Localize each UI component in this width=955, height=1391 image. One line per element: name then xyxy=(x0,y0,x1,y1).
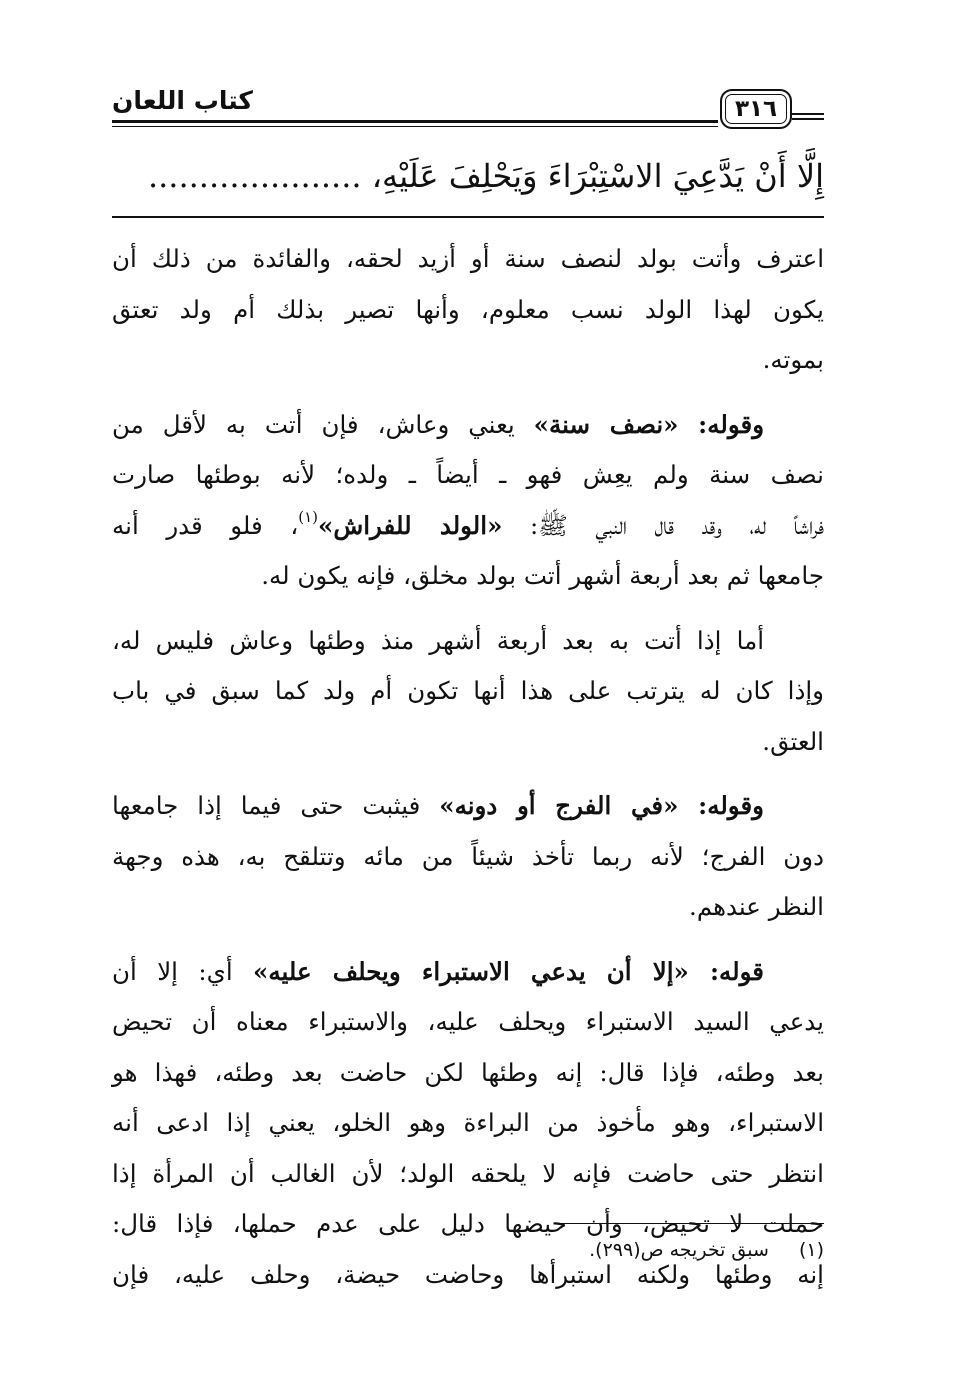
text-line: بموته. xyxy=(762,345,824,374)
lead-word: وقوله: xyxy=(678,409,765,439)
page-number: ٣١٦ xyxy=(720,89,792,129)
line-text: فراشاً له، وقد قال النبي ﷺ: xyxy=(502,510,825,540)
text-line: دون الفرج؛ لأنه ربما تأخذ شيئاً من مائه وتتلقح به، هذه وجهة xyxy=(112,841,824,871)
paragraph-3 xyxy=(112,616,824,768)
matn-line: إِلَّا أَنْ يَدَّعِيَ الاسْتِبْرَاءَ وَيَحْلِفَ عَلَيْهِ، ..................... xyxy=(147,157,824,195)
text-line: النظر عندهم. xyxy=(689,892,824,921)
text-line: بعد وطئه، فإذا قال: إنه وطئها لكن حاضت بعد وطئه، فهذا هو xyxy=(112,1057,824,1087)
lead-word: وقوله: xyxy=(678,791,764,820)
text-line xyxy=(112,947,824,998)
text-line: العتق. xyxy=(762,726,824,756)
line-text: فيثبت حتى فيما إذا جامعها xyxy=(112,791,440,820)
text-line: الاستبراء، وهو مأخوذ من البراءة وهو الخلو، يعني إذا ادعى أنه xyxy=(112,1108,824,1137)
text-line xyxy=(112,501,824,552)
quoted-term: «في الفرج أو دونه» xyxy=(439,791,679,820)
hadith-quote: «الولد للفراش» xyxy=(318,510,503,540)
text-line: حملت لا تحيض، وأن حيضها دليل على عدم حملها، فإذا قال: xyxy=(112,1209,824,1238)
paragraph-4 xyxy=(112,781,824,933)
line-text: أي: إلا أن xyxy=(112,956,254,986)
line-text: يعني وعاش، فإن أتت به لأقل من xyxy=(112,409,534,439)
commentary-body xyxy=(112,234,824,1314)
text-line: أما إذا أتت به بعد أربعة أشهر منذ وطئها وعاش فليس له، xyxy=(112,625,764,655)
footnote-separator xyxy=(556,1223,824,1224)
header-rule xyxy=(112,120,718,127)
paragraph-2 xyxy=(112,400,824,602)
text-line: جامعها ثم بعد أربعة أشهر أتت بولد مخلق، فإنه يكون له. xyxy=(261,561,824,590)
paragraph-1 xyxy=(112,234,824,386)
text-line: إنه وطئها ولكنه استبرأها وحاضت حيضة، وحلف عليه، فإن xyxy=(112,1259,824,1289)
quoted-term: «نصف سنة» xyxy=(533,409,679,439)
text-line: وإذا كان له يترتب على هذا أنها تكون أم ولد كما سبق في باب xyxy=(112,676,824,705)
header-rule-short xyxy=(792,113,824,120)
book-title: كتاب اللعان xyxy=(112,86,253,115)
text-line: اعترف وأتت بولد لنصف سنة أو أزيد لحقه، والفائدة من ذلك أن xyxy=(112,244,824,273)
lead-word: قوله: xyxy=(688,956,764,986)
footnote xyxy=(112,1234,824,1266)
text-line: انتظر حتى حاضت فإنه لا يلحقه الولد؛ لأن الغالب أن المرأة إذا xyxy=(112,1158,824,1188)
text-line: نصف سنة ولم يعِش فهو ـ أيضاً ـ ولده؛ لأنه بوطئها صارت xyxy=(112,460,824,489)
text-line: يدعي السيد الاستبراء ويحلف عليه، والاستبراء معناه أن تحيض xyxy=(112,1007,824,1036)
footnote-text: سبق تخريجه ص(٢٩٩). xyxy=(589,1239,769,1261)
matn-separator xyxy=(112,216,824,218)
footnote-number: (١) xyxy=(798,1239,824,1261)
line-text: ، فلو قدر أنه xyxy=(112,510,299,540)
footnote-reference: (١) xyxy=(298,507,319,526)
quoted-matn: «إلا أن يدعي الاستبراء ويحلف عليه» xyxy=(253,956,689,986)
text-line: يكون لهذا الولد نسب معلوم، وأنها تصير بذلك أم ولد تعتق xyxy=(112,294,824,324)
page-header xyxy=(112,82,824,134)
text-line xyxy=(112,400,824,451)
text-line xyxy=(112,781,824,832)
